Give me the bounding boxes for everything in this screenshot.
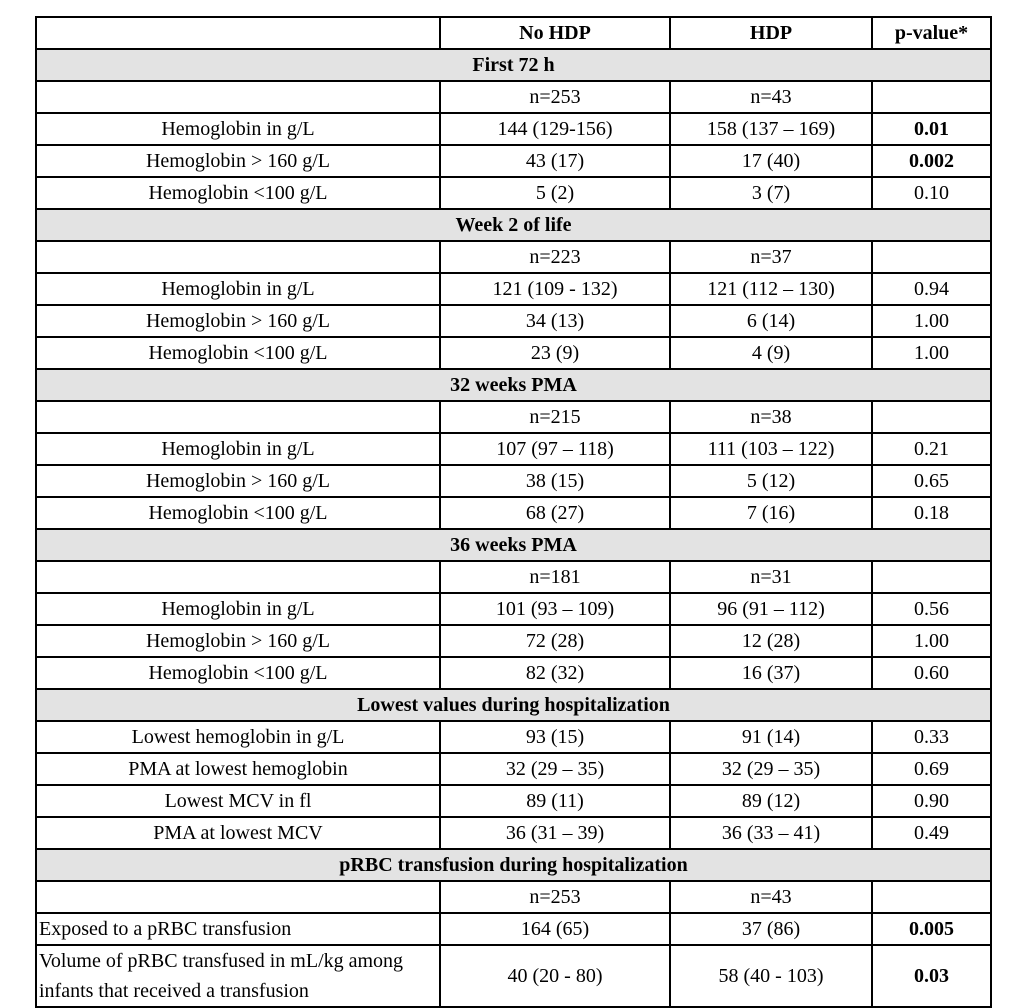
hdp-value: 96 (91 – 112) bbox=[670, 593, 872, 625]
row-label bbox=[36, 81, 440, 113]
row-label: PMA at lowest hemoglobin bbox=[36, 753, 440, 785]
no-hdp-value: 93 (15) bbox=[440, 721, 670, 753]
table-row bbox=[36, 401, 991, 433]
p-value: 0.65 bbox=[872, 465, 991, 497]
section-title: 36 weeks PMA bbox=[36, 529, 991, 561]
table-row bbox=[36, 433, 991, 465]
table-row bbox=[36, 753, 991, 785]
table-row bbox=[36, 625, 991, 657]
table-row bbox=[36, 593, 991, 625]
p-value bbox=[872, 561, 991, 593]
hdp-value: 7 (16) bbox=[670, 497, 872, 529]
p-value: 0.10 bbox=[872, 177, 991, 209]
row-label: Hemoglobin > 160 g/L bbox=[36, 305, 440, 337]
no-hdp-value: 72 (28) bbox=[440, 625, 670, 657]
no-hdp-value: n=223 bbox=[440, 241, 670, 273]
table-row bbox=[36, 657, 991, 689]
table-row bbox=[36, 785, 991, 817]
no-hdp-value: n=215 bbox=[440, 401, 670, 433]
p-value: 0.21 bbox=[872, 433, 991, 465]
row-label: Hemoglobin <100 g/L bbox=[36, 337, 440, 369]
p-value: 0.005 bbox=[872, 913, 991, 945]
no-hdp-value: 23 (9) bbox=[440, 337, 670, 369]
hdp-value: n=43 bbox=[670, 881, 872, 913]
section-header-row bbox=[36, 849, 991, 881]
hdp-value: 91 (14) bbox=[670, 721, 872, 753]
p-value: 0.49 bbox=[872, 817, 991, 849]
p-value bbox=[872, 81, 991, 113]
table-row bbox=[36, 817, 991, 849]
table-row bbox=[36, 337, 991, 369]
table-body bbox=[36, 49, 991, 1007]
row-label bbox=[36, 881, 440, 913]
section-title: Week 2 of life bbox=[36, 209, 991, 241]
section-header-row bbox=[36, 529, 991, 561]
no-hdp-value: 38 (15) bbox=[440, 465, 670, 497]
no-hdp-value: 43 (17) bbox=[440, 145, 670, 177]
no-hdp-value: n=253 bbox=[440, 881, 670, 913]
p-value bbox=[872, 401, 991, 433]
table-row bbox=[36, 497, 991, 529]
hdp-value: 5 (12) bbox=[670, 465, 872, 497]
p-value: 0.18 bbox=[872, 497, 991, 529]
section-header-row bbox=[36, 209, 991, 241]
row-label: Hemoglobin > 160 g/L bbox=[36, 625, 440, 657]
header-hdp: HDP bbox=[670, 17, 872, 49]
p-value: 0.94 bbox=[872, 273, 991, 305]
hdp-value: 111 (103 – 122) bbox=[670, 433, 872, 465]
p-value: 1.00 bbox=[872, 337, 991, 369]
hdp-value: 36 (33 – 41) bbox=[670, 817, 872, 849]
row-label: Hemoglobin in g/L bbox=[36, 593, 440, 625]
header-no-hdp: No HDP bbox=[440, 17, 670, 49]
row-label: Hemoglobin > 160 g/L bbox=[36, 465, 440, 497]
p-value: 1.00 bbox=[872, 625, 991, 657]
hdp-value: 6 (14) bbox=[670, 305, 872, 337]
no-hdp-value: 107 (97 – 118) bbox=[440, 433, 670, 465]
section-title: pRBC transfusion during hospitalization bbox=[36, 849, 991, 881]
table-row bbox=[36, 177, 991, 209]
p-value: 0.33 bbox=[872, 721, 991, 753]
row-label bbox=[36, 241, 440, 273]
section-title: 32 weeks PMA bbox=[36, 369, 991, 401]
hdp-value: 58 (40 - 103) bbox=[670, 945, 872, 1007]
table-row bbox=[36, 881, 991, 913]
no-hdp-value: 121 (109 - 132) bbox=[440, 273, 670, 305]
p-value bbox=[872, 241, 991, 273]
hdp-value: 3 (7) bbox=[670, 177, 872, 209]
p-value: 0.60 bbox=[872, 657, 991, 689]
hdp-value: 89 (12) bbox=[670, 785, 872, 817]
p-value: 0.90 bbox=[872, 785, 991, 817]
no-hdp-value: 164 (65) bbox=[440, 913, 670, 945]
no-hdp-value: 36 (31 – 39) bbox=[440, 817, 670, 849]
row-label: Hemoglobin <100 g/L bbox=[36, 497, 440, 529]
row-label: PMA at lowest MCV bbox=[36, 817, 440, 849]
no-hdp-value: 34 (13) bbox=[440, 305, 670, 337]
hdp-value: n=37 bbox=[670, 241, 872, 273]
no-hdp-value: 82 (32) bbox=[440, 657, 670, 689]
section-title: Lowest values during hospitalization bbox=[36, 689, 991, 721]
hdp-value: 158 (137 – 169) bbox=[670, 113, 872, 145]
no-hdp-value: 144 (129-156) bbox=[440, 113, 670, 145]
header-row bbox=[36, 17, 991, 49]
no-hdp-value: 89 (11) bbox=[440, 785, 670, 817]
row-label bbox=[36, 401, 440, 433]
table-row bbox=[36, 913, 991, 945]
hdp-value: 16 (37) bbox=[670, 657, 872, 689]
section-title: First 72 h bbox=[36, 49, 991, 81]
hdp-value: 121 (112 – 130) bbox=[670, 273, 872, 305]
p-value: 1.00 bbox=[872, 305, 991, 337]
p-value: 0.69 bbox=[872, 753, 991, 785]
row-label: Volume of pRBC transfused in mL/kg among infants that received a transfusion bbox=[36, 945, 440, 1007]
no-hdp-value: 40 (20 - 80) bbox=[440, 945, 670, 1007]
no-hdp-value: n=253 bbox=[440, 81, 670, 113]
no-hdp-value: n=181 bbox=[440, 561, 670, 593]
table-row bbox=[36, 273, 991, 305]
hdp-value: n=38 bbox=[670, 401, 872, 433]
no-hdp-value: 32 (29 – 35) bbox=[440, 753, 670, 785]
header-label-col bbox=[36, 17, 440, 49]
p-value bbox=[872, 881, 991, 913]
table-wrapper bbox=[35, 16, 992, 1008]
row-label: Hemoglobin > 160 g/L bbox=[36, 145, 440, 177]
table-row bbox=[36, 305, 991, 337]
row-label: Hemoglobin <100 g/L bbox=[36, 177, 440, 209]
hdp-value: 37 (86) bbox=[670, 913, 872, 945]
hdp-value: 12 (28) bbox=[670, 625, 872, 657]
table-row bbox=[36, 241, 991, 273]
table-row bbox=[36, 721, 991, 753]
row-label: Hemoglobin in g/L bbox=[36, 273, 440, 305]
table-row bbox=[36, 465, 991, 497]
p-value: 0.01 bbox=[872, 113, 991, 145]
section-header-row bbox=[36, 369, 991, 401]
table-row bbox=[36, 561, 991, 593]
p-value: 0.002 bbox=[872, 145, 991, 177]
no-hdp-value: 5 (2) bbox=[440, 177, 670, 209]
hdp-value: 17 (40) bbox=[670, 145, 872, 177]
hdp-value: 4 (9) bbox=[670, 337, 872, 369]
hemoglobin-comparison-table bbox=[35, 16, 992, 1008]
table-row bbox=[36, 145, 991, 177]
row-label: Hemoglobin <100 g/L bbox=[36, 657, 440, 689]
section-header-row bbox=[36, 49, 991, 81]
p-value: 0.56 bbox=[872, 593, 991, 625]
no-hdp-value: 68 (27) bbox=[440, 497, 670, 529]
no-hdp-value: 101 (93 – 109) bbox=[440, 593, 670, 625]
row-label: Hemoglobin in g/L bbox=[36, 113, 440, 145]
header-p-value: p-value* bbox=[872, 17, 991, 49]
p-value: 0.03 bbox=[872, 945, 991, 1007]
hdp-value: n=43 bbox=[670, 81, 872, 113]
section-header-row bbox=[36, 689, 991, 721]
table-row bbox=[36, 81, 991, 113]
row-label: Exposed to a pRBC transfusion bbox=[36, 913, 440, 945]
row-label: Lowest hemoglobin in g/L bbox=[36, 721, 440, 753]
row-label: Lowest MCV in fl bbox=[36, 785, 440, 817]
hdp-value: 32 (29 – 35) bbox=[670, 753, 872, 785]
table-row bbox=[36, 113, 991, 145]
table-row bbox=[36, 945, 991, 1007]
row-label: Hemoglobin in g/L bbox=[36, 433, 440, 465]
hdp-value: n=31 bbox=[670, 561, 872, 593]
row-label bbox=[36, 561, 440, 593]
